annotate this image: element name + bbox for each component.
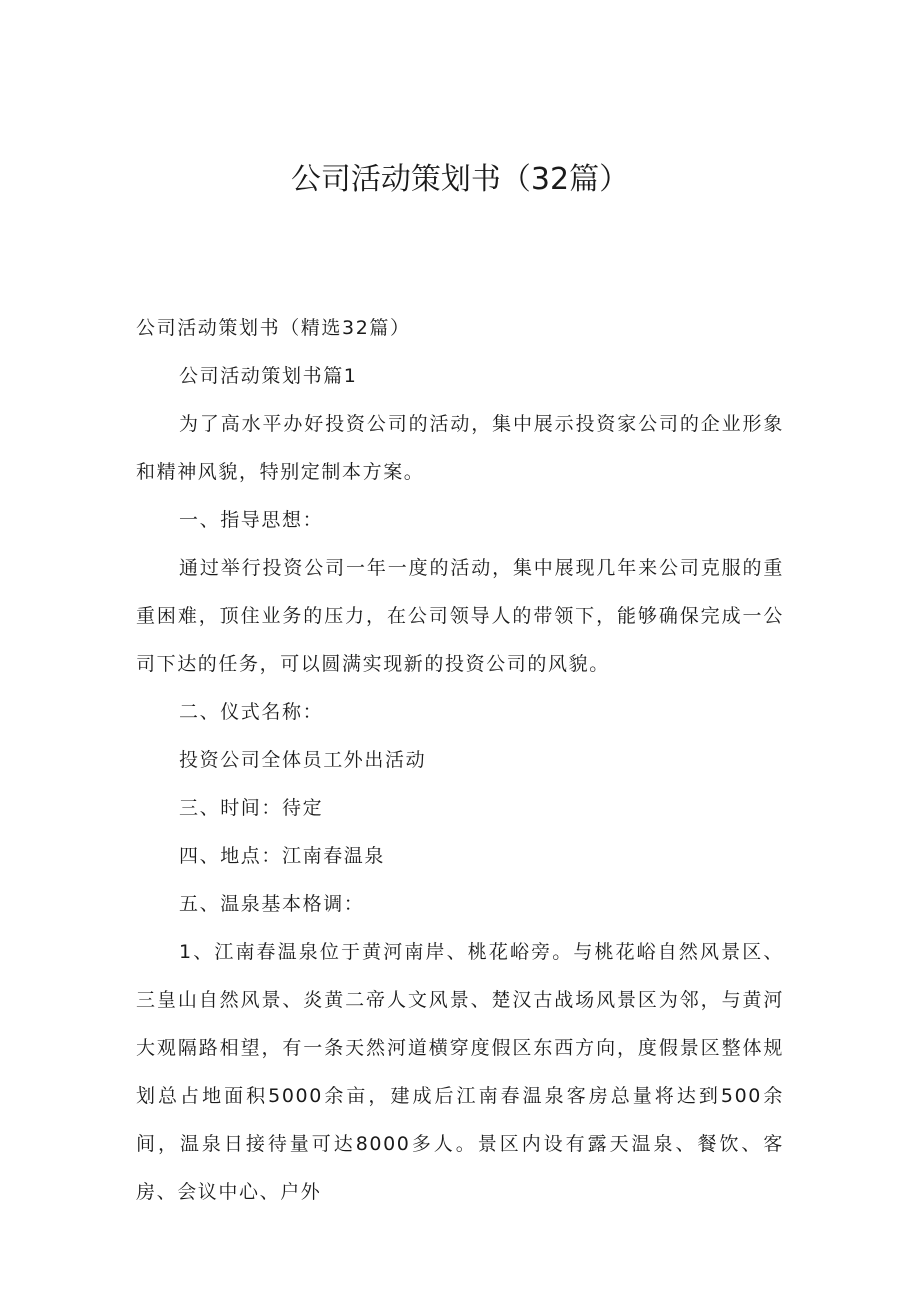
- section-heading: 公司活动策划书篇1: [179, 365, 358, 387]
- document-body: [136, 304, 784, 1216]
- location-paragraph: 四、地点：江南春温泉: [179, 845, 386, 867]
- time-paragraph: 三、时间：待定: [179, 797, 324, 819]
- heading-guiding-idea: 一、指导思想：: [179, 509, 324, 531]
- document-title: 公司活动策划书（32篇）: [290, 162, 630, 197]
- intro-paragraph: 为了高水平办好投资公司的活动，集中展示投资家公司的企业形象和精神风貌，特别定制本方案。: [136, 413, 784, 483]
- heading-hot-spring-style: 五、温泉基本格调：: [179, 893, 365, 915]
- heading-ceremony-name: 二、仪式名称：: [179, 701, 324, 723]
- guiding-idea-paragraph: 通过举行投资公司一年一度的活动，集中展现几年来公司克服的重重困难，顶住业务的压力，在公司领导人的带领下，能够确保完成一公司下达的任务，可以圆满实现新的投资公司的风貌。: [136, 557, 784, 675]
- document-subtitle: 公司活动策划书（精选32篇）: [136, 317, 411, 339]
- hot-spring-description-paragraph: 1、江南春温泉位于黄河南岸、桃花峪旁。与桃花峪自然风景区、三皇山自然风景、炎黄二帝人文风景、楚汉古战场风景区为邻，与黄河大观隔路相望，有一条天然河道横穿度假区东西方向，度假景区整体规划总占地面积5000余亩，建成后江南春温泉客房总量将达到500余间，温泉日接待量可达8000多人。景区内设有露天温泉、餐饮、客房、会议中心、户外: [136, 941, 784, 1203]
- ceremony-name-paragraph: 投资公司全体员工外出活动: [179, 749, 427, 771]
